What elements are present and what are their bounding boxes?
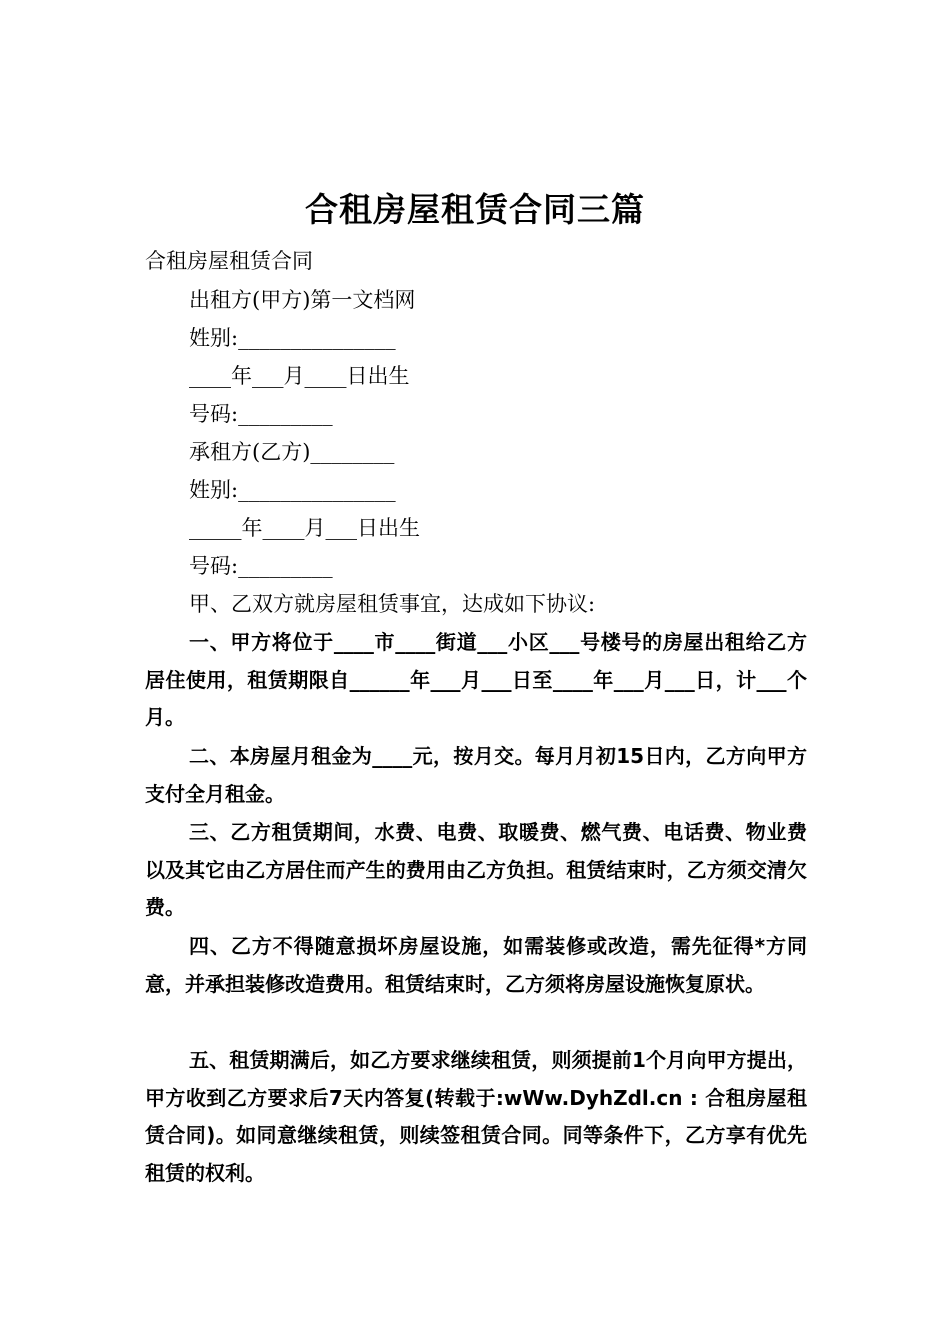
- lessor-line: 出租方(甲方)第一文档网: [189, 288, 416, 312]
- lessor-id-number-line: 号码:_________: [189, 402, 333, 426]
- lessee-id-number-line: 号码:_________: [189, 554, 333, 578]
- lessee-gender-line: 姓别:_______________: [189, 478, 396, 502]
- clause-5: 五、租赁期满后，如乙方要求继续租赁，则须提前1个月向甲方提出，甲方收到乙方要求后7天内答复(转载于:wWw.DyhZdl.cn : 合租房屋租赁合同)。如同意继续租赁，则续签租赁合同。同等条件下，乙方享有优先租赁的权利。: [145, 1048, 807, 1185]
- lessor-gender-line: 姓别:_______________: [189, 326, 396, 350]
- clause-4: 四、乙方不得随意损坏房屋设施，如需装修或改造，需先征得*方同意，并承担装修改造费用。租赁结束时，乙方须将房屋设施恢复原状。: [145, 934, 807, 996]
- lessee-line: 承租方(乙方)________: [189, 440, 395, 464]
- document-title: 合租房屋租赁合同三篇: [305, 190, 645, 229]
- lessor-birthdate-line: ____年___月____日出生: [189, 364, 410, 388]
- clause-2: 二、本房屋月租金为____元，按月交。每月月初15日内，乙方向甲方支付全月租金。: [145, 744, 807, 806]
- document-subtitle: 合租房屋租赁合同: [145, 249, 313, 273]
- clause-1: 一、甲方将位于____市____街道___小区___号楼号的房屋出租给乙方居住使用，租赁期限自______年___月___日至____年___月___日，计___个月。: [145, 630, 807, 729]
- agreement-intro: 甲、乙双方就房屋租赁事宜，达成如下协议:: [189, 592, 596, 616]
- lessee-birthdate-line: _____年____月___日出生: [189, 516, 420, 540]
- clause-3: 三、乙方租赁期间，水费、电费、取暖费、燃气费、电话费、物业费以及其它由乙方居住而产生的费用由乙方负担。租赁结束时，乙方须交清欠费。: [145, 820, 807, 919]
